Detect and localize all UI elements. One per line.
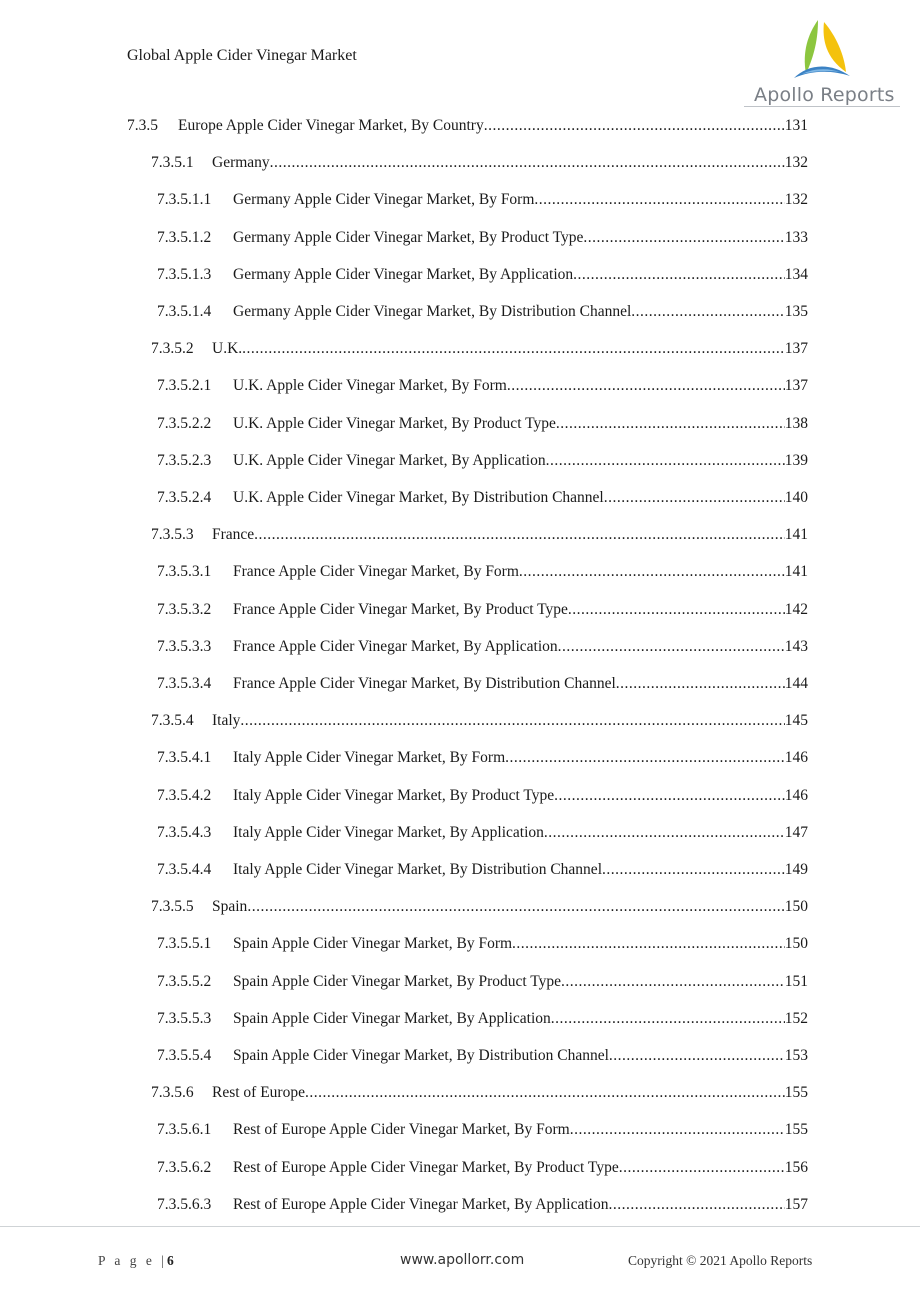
toc-entry-title: Rest of Europe Apple Cider Vinegar Market, By Product Type bbox=[233, 1158, 619, 1176]
toc-entry-title: Rest of Europe Apple Cider Vinegar Market, By Form bbox=[233, 1121, 570, 1139]
toc-entry-title: France Apple Cider Vinegar Market, By Form bbox=[233, 563, 519, 581]
toc-entry-page-number: 155 bbox=[784, 1121, 808, 1139]
toc-entry[interactable] bbox=[157, 1044, 808, 1068]
toc-entry-number: 7.3.5.3.4 bbox=[157, 675, 212, 692]
toc-entry-title: U.K. Apple Cider Vinegar Market, By Product Type bbox=[233, 414, 556, 432]
toc-entry-title: U.K. bbox=[212, 340, 243, 358]
toc-entry-page-number: 156 bbox=[784, 1158, 808, 1176]
toc-dot-leader bbox=[544, 821, 785, 845]
toc-dot-leader bbox=[254, 523, 785, 547]
toc-entry-title: Spain Apple Cider Vinegar Market, By Form bbox=[233, 935, 513, 953]
toc-entry-title: France Apple Cider Vinegar Market, By Product Type bbox=[233, 600, 568, 618]
toc-entry-page-number: 150 bbox=[784, 898, 808, 916]
toc-entry-page-number: 145 bbox=[784, 712, 808, 730]
toc-entry-page-number: 146 bbox=[784, 786, 808, 804]
toc-entry-number: 7.3.5.5.3 bbox=[157, 1009, 212, 1027]
toc-entry-title: Germany bbox=[212, 154, 270, 172]
toc-entry-page-number: 141 bbox=[784, 563, 808, 581]
toc-dot-leader bbox=[247, 895, 784, 919]
toc-entry-number: 7.3.5.2.2 bbox=[157, 414, 212, 432]
toc-entry-number: 7.3.5.1.3 bbox=[157, 265, 212, 283]
logo-underline bbox=[744, 106, 900, 107]
toc-entry-page-number: 152 bbox=[784, 1009, 808, 1027]
toc-entry-title: Europe Apple Cider Vinegar Market, By Country bbox=[178, 117, 484, 134]
toc-entry-title: U.K. Apple Cider Vinegar Market, By Distribution Channel bbox=[233, 489, 604, 506]
footer-website-link[interactable]: www.apollorr.com bbox=[400, 1252, 525, 1268]
toc-entry-number: 7.3.5.6.2 bbox=[157, 1158, 212, 1176]
toc-entry[interactable] bbox=[157, 598, 808, 622]
toc-entry-number: 7.3.5.4.1 bbox=[157, 749, 212, 767]
toc-entry-title: Germany Apple Cider Vinegar Market, By Product Type bbox=[233, 228, 584, 246]
toc-dot-leader bbox=[602, 858, 785, 882]
toc-dot-leader bbox=[512, 932, 785, 956]
toc-entry-number: 7.3.5.3 bbox=[151, 526, 194, 544]
toc-entry-page-number: 133 bbox=[784, 228, 808, 246]
toc-entry[interactable] bbox=[157, 1156, 808, 1180]
toc-dot-leader bbox=[561, 970, 785, 994]
toc-dot-leader bbox=[619, 1156, 785, 1180]
toc-entry-number: 7.3.5.1.2 bbox=[157, 228, 212, 246]
toc-dot-leader bbox=[570, 1118, 785, 1142]
toc-dot-leader bbox=[573, 263, 785, 287]
toc-entry[interactable] bbox=[157, 821, 808, 845]
toc-entry-title: Spain Apple Cider Vinegar Market, By Application bbox=[233, 1009, 551, 1027]
toc-entry[interactable] bbox=[157, 932, 808, 956]
toc-entry[interactable] bbox=[157, 1118, 808, 1142]
toc-dot-leader bbox=[507, 374, 785, 398]
toc-entry-number: 7.3.5.2.4 bbox=[157, 489, 212, 506]
toc-dot-leader bbox=[505, 746, 785, 770]
toc-entry-title: Rest of Europe bbox=[212, 1084, 305, 1102]
toc-entry[interactable] bbox=[127, 114, 808, 138]
toc-entry[interactable] bbox=[151, 895, 808, 919]
toc-entry-title: Italy Apple Cider Vinegar Market, By Product Type bbox=[233, 786, 555, 804]
toc-entry-number: 7.3.5.6 bbox=[151, 1084, 194, 1102]
toc-entry[interactable] bbox=[157, 226, 808, 250]
toc-entry-page-number: 132 bbox=[784, 191, 808, 209]
toc-entry-page-number: 157 bbox=[784, 1195, 808, 1213]
toc-entry-title: France Apple Cider Vinegar Market, By Application bbox=[233, 637, 558, 655]
toc-entry[interactable] bbox=[157, 672, 808, 696]
toc-entry-number: 7.3.5.4.2 bbox=[157, 786, 212, 804]
toc-entry-number: 7.3.5.5.1 bbox=[157, 935, 212, 953]
toc-entry-title: Spain Apple Cider Vinegar Market, By Product Type bbox=[233, 972, 562, 990]
toc-entry-page-number: 137 bbox=[784, 377, 808, 395]
toc-dot-leader bbox=[554, 784, 785, 808]
toc-entry-number: 7.3.5.2 bbox=[151, 340, 194, 358]
toc-dot-leader bbox=[556, 412, 785, 436]
toc-entry-page-number: 142 bbox=[784, 600, 808, 618]
toc-dot-leader bbox=[242, 337, 785, 361]
toc-dot-leader bbox=[631, 300, 784, 324]
toc-entry-number: 7.3.5.5 bbox=[151, 898, 194, 916]
toc-entry[interactable] bbox=[157, 188, 808, 212]
toc-entry[interactable] bbox=[151, 1081, 808, 1105]
toc-entry[interactable] bbox=[157, 746, 808, 770]
toc-entry-page-number: 131 bbox=[784, 117, 808, 134]
toc-dot-leader bbox=[519, 560, 785, 584]
footer-page-indicator bbox=[98, 1253, 174, 1269]
footer-page-label: P a g e | bbox=[98, 1253, 167, 1268]
toc-entry[interactable] bbox=[151, 151, 808, 175]
toc-entry[interactable] bbox=[157, 374, 808, 398]
logo-text: Apollo Reports bbox=[754, 84, 895, 106]
toc-dot-leader bbox=[616, 672, 785, 696]
document-header-title: Global Apple Cider Vinegar Market bbox=[127, 47, 357, 64]
toc-entry-number: 7.3.5.6.1 bbox=[157, 1121, 212, 1139]
footer-page-number: 6 bbox=[166, 1253, 174, 1268]
toc-entry-page-number: 155 bbox=[784, 1084, 808, 1102]
toc-entry-page-number: 151 bbox=[784, 972, 808, 990]
toc-entry[interactable] bbox=[157, 858, 808, 882]
toc-dot-leader bbox=[240, 709, 784, 733]
toc-entry-number: 7.3.5.3.1 bbox=[157, 563, 212, 581]
toc-entry-page-number: 135 bbox=[784, 303, 808, 320]
toc-entry-page-number: 141 bbox=[784, 526, 808, 544]
apollo-reports-logo bbox=[740, 14, 900, 106]
toc-entry-page-number: 140 bbox=[784, 489, 808, 506]
toc-entry-number: 7.3.5.4.3 bbox=[157, 823, 212, 841]
toc-dot-leader bbox=[604, 486, 785, 510]
toc-entry-title: Rest of Europe Apple Cider Vinegar Market, By Application bbox=[233, 1195, 609, 1213]
toc-entry-number: 7.3.5.6.3 bbox=[157, 1195, 212, 1213]
toc-entry-number: 7.3.5.2.1 bbox=[157, 377, 212, 395]
toc-entry[interactable] bbox=[157, 412, 808, 436]
toc-entry-page-number: 143 bbox=[784, 637, 808, 655]
toc-entry-page-number: 149 bbox=[784, 861, 808, 878]
footer-divider bbox=[0, 1226, 920, 1227]
toc-entry-page-number: 147 bbox=[784, 823, 808, 841]
toc-entry[interactable] bbox=[157, 560, 808, 584]
toc-entry-number: 7.3.5.5.4 bbox=[157, 1047, 212, 1064]
toc-entry-number: 7.3.5.4.4 bbox=[157, 861, 212, 878]
toc-dot-leader bbox=[546, 449, 785, 473]
toc-entry[interactable] bbox=[151, 709, 808, 733]
toc-entry[interactable] bbox=[157, 1007, 808, 1031]
toc-entry-page-number: 144 bbox=[784, 675, 808, 692]
toc-entry[interactable] bbox=[157, 784, 808, 808]
toc-dot-leader bbox=[484, 114, 785, 138]
toc-dot-leader bbox=[608, 1193, 784, 1217]
toc-entry-title: Spain Apple Cider Vinegar Market, By Distribution Channel bbox=[233, 1047, 609, 1064]
toc-entry-number: 7.3.5.3.2 bbox=[157, 600, 212, 618]
toc-entry-page-number: 146 bbox=[784, 749, 808, 767]
toc-dot-leader bbox=[568, 598, 785, 622]
toc-dot-leader bbox=[305, 1081, 785, 1105]
toc-entry-title: Italy Apple Cider Vinegar Market, By Distribution Channel bbox=[233, 861, 602, 878]
toc-entry[interactable] bbox=[151, 523, 808, 547]
toc-dot-leader bbox=[609, 1044, 785, 1068]
toc-entry-page-number: 134 bbox=[784, 265, 808, 283]
toc-entry-title: France bbox=[212, 526, 255, 544]
toc-entry-page-number: 150 bbox=[784, 935, 808, 953]
toc-entry-page-number: 132 bbox=[784, 154, 808, 172]
toc-entry-number: 7.3.5.3.3 bbox=[157, 637, 212, 655]
toc-entry-title: U.K. Apple Cider Vinegar Market, By Application bbox=[233, 451, 546, 469]
toc-dot-leader bbox=[551, 1007, 785, 1031]
toc-entry-page-number: 153 bbox=[784, 1047, 808, 1064]
toc-entry-number: 7.3.5.2.3 bbox=[157, 451, 212, 469]
toc-entry-number: 7.3.5.1.4 bbox=[157, 303, 212, 320]
toc-entry[interactable] bbox=[157, 635, 808, 659]
toc-entry-title: U.K. Apple Cider Vinegar Market, By Form bbox=[233, 377, 507, 395]
toc-entry-number: 7.3.5.1.1 bbox=[157, 191, 212, 209]
toc-dot-leader bbox=[534, 188, 784, 212]
toc-entry-page-number: 138 bbox=[784, 414, 808, 432]
toc-entry-title: Spain bbox=[212, 898, 248, 916]
toc-entry-page-number: 139 bbox=[784, 451, 808, 469]
toc-entry-number: 7.3.5 bbox=[127, 117, 158, 134]
footer-copyright: Copyright © 2021 Apollo Reports bbox=[628, 1253, 813, 1268]
toc-entry-title: Italy Apple Cider Vinegar Market, By Application bbox=[233, 823, 544, 841]
toc-entry-number: 7.3.5.4 bbox=[151, 712, 194, 730]
toc-entry[interactable] bbox=[157, 263, 808, 287]
toc-entry-title: Germany Apple Cider Vinegar Market, By Form bbox=[233, 191, 535, 209]
toc-entry-title: Italy Apple Cider Vinegar Market, By Form bbox=[233, 749, 506, 767]
toc-dot-leader bbox=[583, 226, 784, 250]
toc-entry-number: 7.3.5.5.2 bbox=[157, 972, 212, 990]
toc-dot-leader bbox=[270, 151, 785, 175]
toc-entry[interactable] bbox=[157, 300, 808, 324]
toc-entry[interactable] bbox=[157, 970, 808, 994]
toc-entry-title: France Apple Cider Vinegar Market, By Distribution Channel bbox=[233, 675, 616, 692]
toc-entry-number: 7.3.5.1 bbox=[151, 154, 194, 172]
toc-entry-title: Germany Apple Cider Vinegar Market, By Distribution Channel bbox=[233, 303, 632, 320]
toc-entry-title: Germany Apple Cider Vinegar Market, By Application bbox=[233, 265, 574, 283]
apollo-leaf-icon bbox=[788, 14, 852, 84]
toc-entry[interactable] bbox=[151, 337, 808, 361]
toc-entry[interactable] bbox=[157, 449, 808, 473]
toc-entry-page-number: 137 bbox=[784, 340, 808, 358]
toc-entry-title: Italy bbox=[212, 712, 241, 730]
toc-entry[interactable] bbox=[157, 1193, 808, 1217]
toc-dot-leader bbox=[558, 635, 785, 659]
toc-entry[interactable] bbox=[157, 486, 808, 510]
